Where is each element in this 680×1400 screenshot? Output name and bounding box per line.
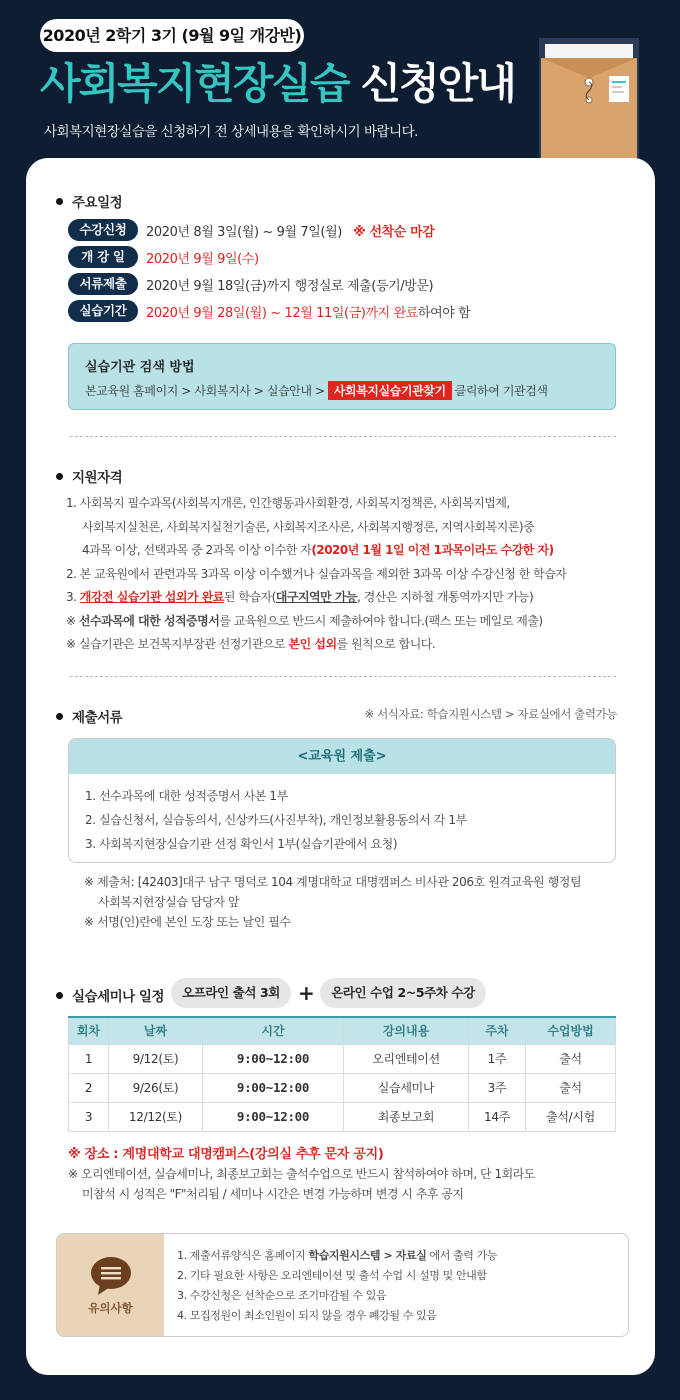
content-card bbox=[26, 158, 655, 1375]
documents-box-title: <교육원 제출> bbox=[69, 739, 615, 774]
table-row bbox=[69, 1102, 616, 1131]
qualification-item: 2. 본 교육원에서 관련과목 3과목 이상 이수했거나 실습과목을 제외한 3과목 이상 수강신청 한 학습자 bbox=[66, 566, 567, 581]
schedule-text: 2020년 9월 9일(수) bbox=[146, 251, 259, 267]
table-cell: 9:00~12:00 bbox=[203, 1102, 344, 1131]
schedule-text: 2020년 9월 18일(금)까지 행정실로 제출(등기/방문) bbox=[146, 278, 434, 294]
document-item: 3. 사회복지현장실습기관 선정 확인서 1부(실습기관에서 요청) bbox=[85, 837, 398, 851]
table-cell: 실습세미나 bbox=[344, 1073, 469, 1102]
page-title bbox=[40, 56, 515, 112]
qualification-list bbox=[66, 492, 626, 657]
schedule-text: 2020년 9월 28일(월) ~ 12월 11일(금)까지 완료하여야 함 bbox=[146, 305, 471, 321]
institution-search-box bbox=[68, 343, 616, 410]
bullet-dot bbox=[56, 992, 63, 999]
qualification-item: 1. 사회복지 필수과목(사회복지개론, 인간행동과사회환경, 사회복지정책론, 사회복지법제, bbox=[66, 496, 510, 510]
schedule-badge: 실습기간 bbox=[68, 300, 138, 322]
table-cell: 출석/시험 bbox=[526, 1102, 616, 1131]
caution-item: 3. 수강신청은 선착순으로 조기마감될 수 있음 bbox=[177, 1289, 387, 1302]
title-part1: 사회복지현장실습 bbox=[40, 59, 349, 108]
submission-address: ※ 제출처: [42403]대구 남구 명덕로 104 계명대학교 대명캠퍼스 비사관 206호 원격교육원 행정팀 bbox=[84, 875, 582, 889]
table-header: 강의내용 bbox=[344, 1017, 469, 1044]
table-header: 회차 bbox=[69, 1017, 109, 1044]
qualification-item: 사회복지실천론, 사회복지실천기술론, 사회복지조사론, 사회복지행정론, 지역사회복지론)중 bbox=[82, 519, 535, 534]
caution-item: 2. 기타 필요한 사항은 오리엔테이션 및 출석 수업 시 설명 및 안내함 bbox=[177, 1269, 487, 1282]
documents-list bbox=[69, 774, 615, 863]
documents-section-title: 제출서류 bbox=[56, 706, 122, 726]
table-cell: 9/26(토) bbox=[109, 1073, 203, 1102]
table-cell: 9:00~12:00 bbox=[203, 1044, 344, 1073]
divider bbox=[70, 676, 616, 677]
table-cell: 1주 bbox=[469, 1044, 526, 1073]
divider bbox=[70, 436, 616, 437]
table-row bbox=[69, 1073, 616, 1102]
schedule-row-enroll bbox=[68, 219, 434, 241]
submission-recipient: 사회복지현장실습 담당자 앞 bbox=[98, 895, 240, 909]
qualification-item: 4과목 이상, 선택과목 중 2과목 이상 이수한 자(2020년 1월 1일 이전 1과목이라도 수강한 자) bbox=[82, 543, 554, 557]
title-part2: 신청안내 bbox=[360, 59, 515, 108]
table-cell: 3주 bbox=[469, 1073, 526, 1102]
plus-sign: + bbox=[298, 981, 315, 1005]
qualification-note: ※ 선수과목에 대한 성적증명서를 교육원으로 반드시 제출하여야 합니다.(팩스 또는 메일로 제출) bbox=[66, 613, 543, 628]
table-cell: 오리엔테이션 bbox=[344, 1044, 469, 1073]
schedule-row-start bbox=[68, 246, 259, 268]
table-cell: 9:00~12:00 bbox=[203, 1073, 344, 1102]
caution-box bbox=[56, 1233, 629, 1337]
schedule-row-period bbox=[68, 300, 470, 322]
envelope-icon bbox=[539, 38, 639, 162]
schedule-badge: 서류제출 bbox=[68, 273, 138, 295]
table-header: 주차 bbox=[469, 1017, 526, 1044]
table-header: 시간 bbox=[203, 1017, 344, 1044]
caution-list bbox=[177, 1246, 497, 1326]
schedule-section-title: 주요일정 bbox=[56, 191, 122, 211]
seminar-table bbox=[68, 1016, 616, 1132]
documents-box bbox=[68, 738, 616, 863]
caution-side-panel bbox=[57, 1234, 164, 1337]
schedule-text: 2020년 8월 3일(월) ~ 9월 7일(월) ※ 선착순 마감 bbox=[146, 224, 435, 240]
table-header-row bbox=[69, 1017, 616, 1044]
submission-info bbox=[84, 872, 581, 932]
attendance-note: ※ 오리엔테이션, 실습세미나, 최종보고회는 출석수업으로 반드시 참석하여야 하며, 단 1회라도 미참석 시 성적은 "F"처리됨 / 세미나 시간은 변경 가능하며 변경 시 추후 공지 bbox=[68, 1167, 535, 1201]
page-subtitle: 사회복지현장실습을 신청하기 전 상세내용을 확인하시기 바랍니다. bbox=[44, 124, 418, 140]
caution-item: 4. 모집정원이 최소인원이 되지 않을 경우 폐강될 수 있음 bbox=[177, 1309, 437, 1322]
qualification-section-title: 지원자격 bbox=[56, 466, 122, 486]
table-row bbox=[69, 1044, 616, 1073]
search-path: 본교육원 홈페이지 > 사회복지사 > 실습안내 > 사회복지실습기관찾기 클릭하여 기관검색 bbox=[85, 381, 599, 400]
table-cell: 최종보고회 bbox=[344, 1102, 469, 1131]
table-cell: 9/12(토) bbox=[109, 1044, 203, 1073]
seminar-place: ※ 장소 : 계명대학교 대명캠퍼스(강의실 추후 문자 공지) bbox=[68, 1147, 384, 1162]
seal-note: ※ 서명(인)란에 본인 도장 또는 날인 필수 bbox=[84, 915, 291, 929]
table-cell: 3 bbox=[69, 1102, 109, 1131]
document-item: 1. 선수과목에 대한 성적증명서 사본 1부 bbox=[85, 789, 288, 803]
caution-item: 1. 제출서류양식은 홈페이지 학습지원시스템 > 자료실 에서 출력 가능 bbox=[177, 1249, 498, 1262]
document-item: 2. 실습신청서, 실습동의서, 신상카드(사진부착), 개인정보활용동의서 각 1부 bbox=[85, 813, 467, 827]
offline-pill: 오프라인 출석 3회 bbox=[171, 978, 291, 1008]
online-pill: 온라인 수업 2~5주차 수강 bbox=[320, 978, 486, 1008]
schedule-badge: 수강신청 bbox=[68, 219, 138, 241]
speech-bubble-icon bbox=[90, 1256, 132, 1296]
seminar-section-title: 실습세미나 일정 bbox=[56, 985, 164, 1005]
caution-label: 유의사항 bbox=[88, 1301, 133, 1315]
bullet-dot bbox=[56, 198, 63, 205]
schedule-row-docs bbox=[68, 273, 433, 295]
table-cell: 14주 bbox=[469, 1102, 526, 1131]
table-header: 수업방법 bbox=[526, 1017, 616, 1044]
term-pill: 2020년 2학기 3기 (9월 9일 개강반) bbox=[40, 19, 304, 52]
table-cell: 출석 bbox=[526, 1073, 616, 1102]
form-source-note: ※ 서식자료: 학습지원시스템 > 자료실에서 출력가능 bbox=[364, 707, 617, 721]
table-header: 날짜 bbox=[109, 1017, 203, 1044]
bullet-dot bbox=[56, 473, 63, 480]
bullet-dot bbox=[56, 713, 63, 720]
table-cell: 2 bbox=[69, 1073, 109, 1102]
schedule-badge: 개 강 일 bbox=[68, 246, 138, 268]
table-cell: 1 bbox=[69, 1044, 109, 1073]
table-cell: 12/12(토) bbox=[109, 1102, 203, 1131]
qualification-item: 3. 개강전 실습기관 섭외가 완료된 학습자(대구지역만 가능, 경산은 지하철 개통역까지만 가능) bbox=[66, 590, 534, 604]
qualification-note: ※ 실습기관은 보건복지부장관 선정기관으로 본인 섭외를 원칙으로 합니다. bbox=[66, 637, 436, 651]
first-come-note: ※ 선착순 마감 bbox=[353, 224, 435, 240]
table-cell: 출석 bbox=[526, 1044, 616, 1073]
institution-search-link[interactable]: 사회복지실습기관찾기 bbox=[328, 381, 452, 400]
search-box-title: 실습기관 검색 방법 bbox=[85, 360, 195, 375]
